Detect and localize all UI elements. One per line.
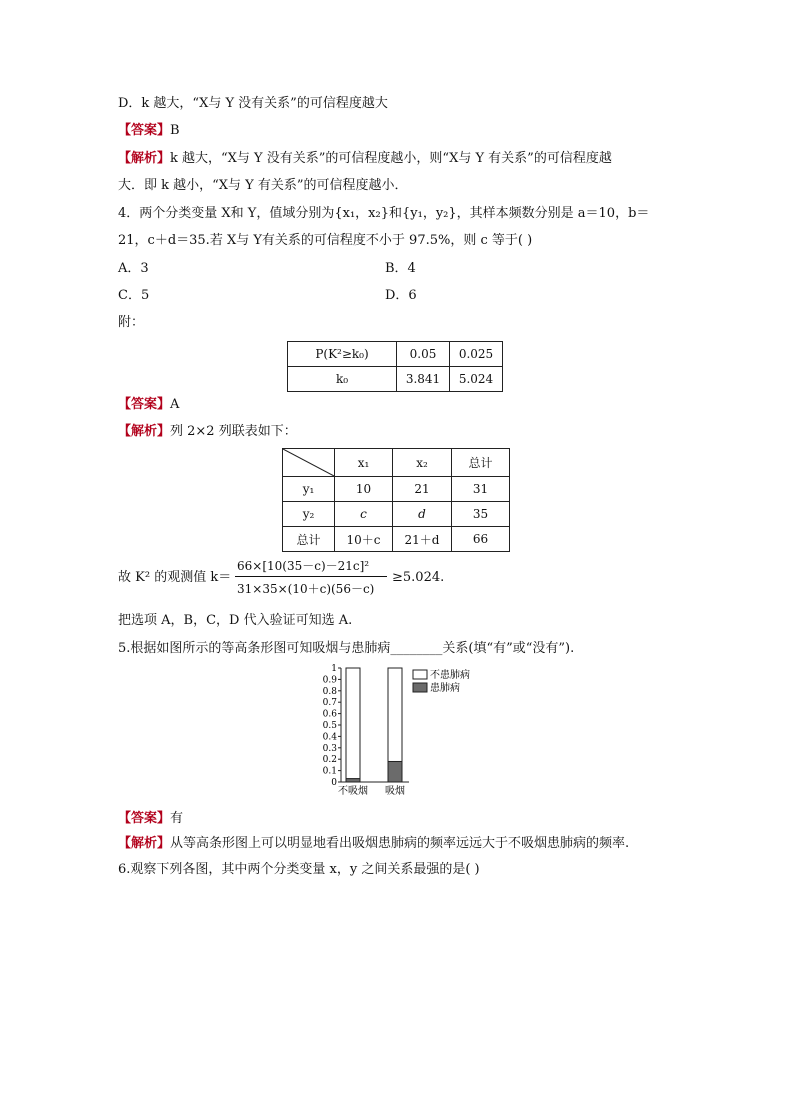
y-tick-label: 0.9 — [322, 675, 337, 686]
x-tick-label: 不吸烟 — [338, 786, 368, 797]
y-tick-label: 0.8 — [322, 686, 337, 697]
analysis-text: k 越大，“X与 Y 没有关系”的可信程度越小，则“X与 Y 有关系”的可信程度越 — [170, 151, 612, 166]
q5-answer — [118, 810, 183, 828]
table-cell: 总计 — [452, 449, 510, 477]
diagonal-header-cell — [283, 449, 335, 477]
formula-prefix: 故 K² 的观测值 k＝ — [118, 570, 232, 585]
table-row — [283, 527, 510, 552]
y-tick-label: 0.2 — [322, 755, 337, 766]
formula-numerator: 66×[10(35－c)－21c]² — [237, 559, 370, 573]
table-cell: 10＋c — [335, 527, 393, 552]
table-row — [288, 367, 503, 392]
table-cell: y₁ — [283, 477, 335, 502]
legend-swatch — [413, 670, 427, 679]
answer-label: 【答案】 — [118, 397, 171, 412]
q4-conclusion: 把选项 A，B，C，D 代入验证可知选 A. — [118, 613, 353, 628]
formula-suffix: ≥5.024. — [392, 570, 445, 585]
answer-label: 【答案】 — [118, 123, 171, 138]
table-cell: k₀ — [288, 367, 397, 392]
answer-value: A — [170, 397, 180, 412]
q3-analysis-line2: 大．即 k 越小，“X与 Y 有关系”的可信程度越小． — [118, 178, 408, 193]
y-tick-label: 0.3 — [322, 743, 337, 754]
q4-appendix: 附： — [118, 315, 145, 330]
y-tick-label: 0 — [331, 778, 337, 788]
table-cell: 0.05 — [397, 342, 450, 367]
table-row — [283, 502, 510, 527]
q4-option-b: B．4 — [385, 261, 416, 276]
chart-bars — [346, 668, 402, 782]
q3-option-d: D．k 越大，“X与 Y 没有关系”的可信程度越大 — [118, 96, 388, 111]
table-row — [288, 342, 503, 367]
answer-label: 【答案】 — [118, 811, 171, 826]
table-cell: 总计 — [283, 527, 335, 552]
y-tick-label: 0.7 — [322, 698, 337, 709]
q4-answer — [118, 396, 179, 414]
q5-stem: 5.根据如图所示的等高条形图可知吸烟与患肺病________关系(填“有”或“没有”). — [118, 641, 575, 656]
analysis-text: 从等高条形图上可以明显地看出吸烟患肺病的频率远远大于不吸烟患肺病的频率. — [170, 836, 630, 851]
q3-answer — [118, 122, 180, 140]
y-tick-label: 1 — [331, 664, 337, 674]
table-cell: c — [335, 502, 393, 527]
x-tick-label: 吸烟 — [385, 786, 405, 797]
table-cell: x₂ — [393, 449, 452, 477]
table-cell: 0.025 — [450, 342, 503, 367]
table-cell: 3.841 — [397, 367, 450, 392]
table-cell: P(K²≥k₀) — [288, 342, 397, 367]
table-cell: 66 — [452, 527, 510, 552]
formula-denominator: 31×35×(10＋c)(56－c) — [237, 582, 375, 596]
table-cell: 21 — [393, 477, 452, 502]
analysis-text: 列 2×2 列联表如下： — [170, 424, 297, 439]
chart-legend — [413, 668, 470, 694]
table-cell: 10 — [335, 477, 393, 502]
table-cell: 35 — [452, 502, 510, 527]
q4-analysis — [118, 423, 297, 441]
diagonal-line — [283, 449, 334, 476]
fraction-bar — [235, 576, 387, 577]
y-tick-label: 0.5 — [322, 721, 337, 731]
answer-value: B — [170, 123, 180, 138]
legend-swatch — [413, 683, 427, 692]
table-cell: 5.024 — [450, 367, 503, 392]
q3-analysis-line1 — [118, 150, 612, 168]
q6-stem: 6.观察下列各图，其中两个分类变量 x，y 之间关系最强的是( ) — [118, 862, 480, 877]
table-cell: 31 — [452, 477, 510, 502]
legend-label: 不患肺病 — [430, 670, 470, 681]
analysis-label: 【解析】 — [118, 836, 171, 851]
analysis-label: 【解析】 — [118, 151, 171, 166]
q4-option-c: C．5 — [118, 288, 150, 303]
bar-segment-0-1 — [346, 668, 360, 779]
stacked-bar-chart — [313, 662, 493, 802]
q4-option-a: A．3 — [118, 261, 149, 276]
analysis-label: 【解析】 — [118, 424, 171, 439]
bar-segment-1-1 — [388, 668, 402, 761]
bar-segment-0-0 — [346, 779, 360, 782]
table-cell: d — [393, 502, 452, 527]
q5-analysis — [118, 835, 629, 853]
table-row — [283, 449, 510, 477]
y-tick-label: 0.1 — [322, 766, 337, 777]
table-cell: y₂ — [283, 502, 335, 527]
legend-label: 患肺病 — [430, 683, 460, 694]
q4-stem-line2: 21，c＋d＝35.若 X与 Y有关系的可信程度不小于 97.5%，则 c 等于( ) — [118, 233, 533, 248]
table-cell: 21＋d — [393, 527, 452, 552]
y-tick-label: 0.4 — [322, 732, 337, 743]
answer-value: 有 — [170, 811, 184, 826]
reference-table — [287, 341, 503, 392]
y-tick-label: 0.6 — [322, 709, 337, 720]
table-cell: x₁ — [335, 449, 393, 477]
table-row — [283, 477, 510, 502]
contingency-table — [282, 448, 510, 552]
q4-stem-line1: 4．两个分类变量 X和 Y，值域分别为{x₁，x₂}和{y₁，y₂}，其样本频数分别是 a＝10，b＝ — [118, 206, 650, 221]
bar-segment-1-0 — [388, 761, 402, 782]
q4-option-d: D．6 — [385, 288, 417, 303]
